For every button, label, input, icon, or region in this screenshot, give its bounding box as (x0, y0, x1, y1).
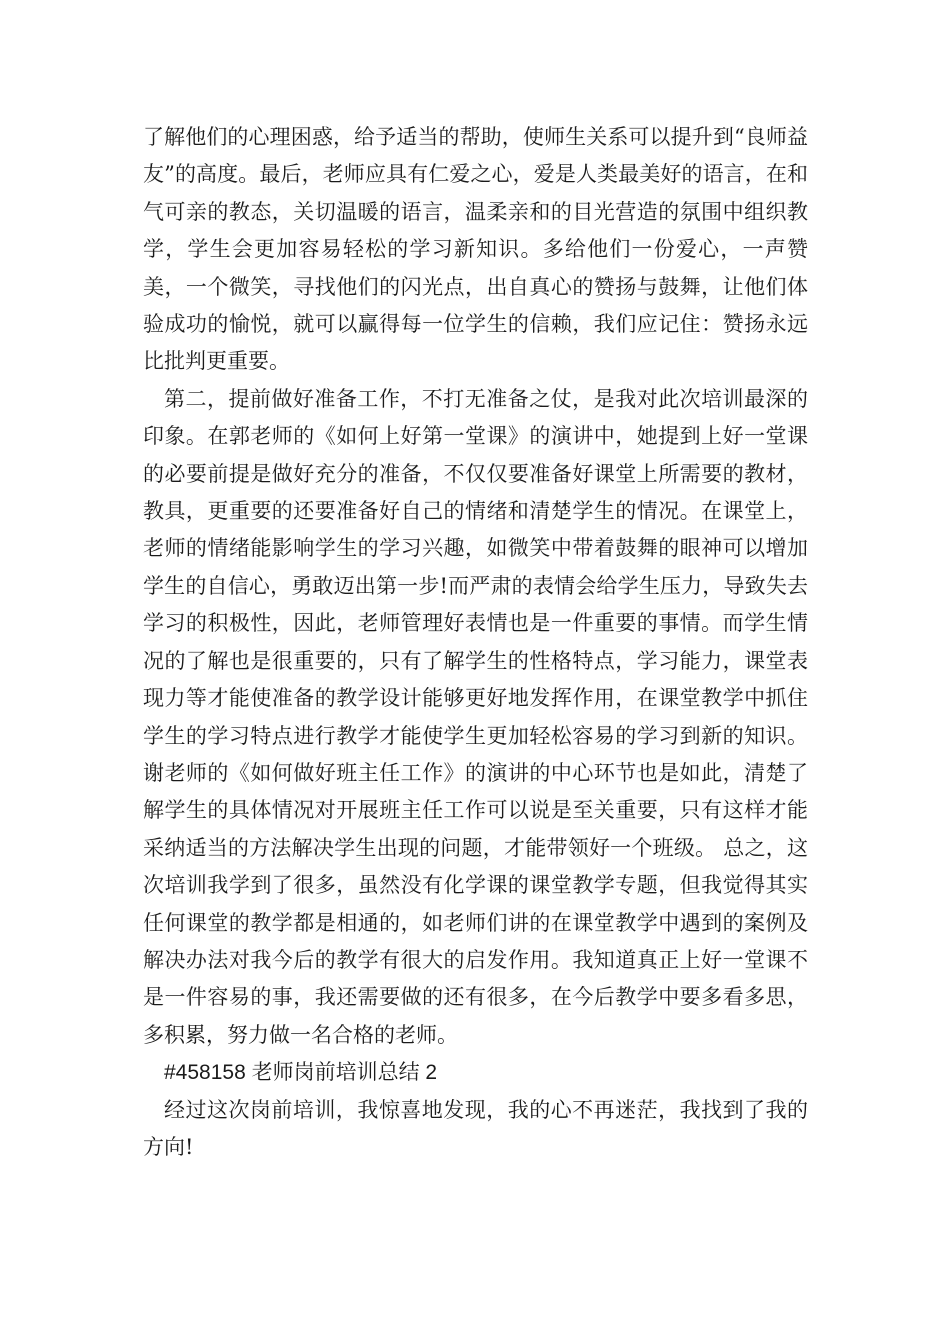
paragraph-2: 第二，提前做好准备工作，不打无准备之仗，是我对此次培训最深的印象。在郭老师的《如何上好第一堂课》的演讲中，她提到上好一堂课的必要前提是做好充分的准备，不仅仅要准备好课堂上所需要的教材，教具，更重要的还要准备好自己的情绪和清楚学生的情况。在课堂上，老师的情绪能影响学生的学习兴趣，如微笑中带着鼓舞的眼神可以增加学生的自信心，勇敢迈出第一步!而严肃的表情会给学生压力，导致失去学习的积极性，因此，老师管理好表情也是一件重要的事情。而学生情况的了解也是很重要的，只有了解学生的性格特点，学习能力，课堂表现力等才能使准备的教学设计能够更好地发挥作用，在课堂教学中抓住学生的学习特点进行教学才能使学生更加轻松容易的学习到新的知识。谢老师的《如何做好班主任工作》的演讲的中心环节也是如此，清楚了解学生的具体情况对开展班主任工作可以说是至关重要，只有这样才能采纳适当的方法解决学生出现的问题，才能带领好一个班级。 总之，这次培训我学到了很多，虽然没有化学课的课堂教学专题，但我觉得其实任何课堂的教学都是相通的，如老师们讲的在课堂教学中遇到的案例及解决办法对我今后的教学有很大的启发作用。我知道真正上好一堂课不是一件容易的事，我还需要做的还有很多，在今后教学中要多看多思，多积累，努力做一名合格的老师。 (143, 386, 808, 1047)
document-body (143, 119, 808, 1166)
paragraph-1: 了解他们的心理困惑，给予适当的帮助，使师生关系可以提升到“良师益友”的高度。最后，老师应具有仁爱之心，爱是人类最美好的语言，在和气可亲的教态，关切温暖的语言，温柔亲和的目光营造的氛围中组织教学，学生会更加容易轻松的学习新知识。多给他们一份爱心，一声赞美，一个微笑，寻找他们的闪光点，出自真心的赞扬与鼓舞，让他们体验成功的愉悦，就可以赢得每一位学生的信赖，我们应记住：赞扬永远比批判更重要。 (143, 125, 808, 374)
section-heading: #458158 老师岗前培训总结 2 (164, 1061, 438, 1085)
paragraph-3: 经过这次岗前培训，我惊喜地发现，我的心不再迷茫，我找到了我的方向! (143, 1097, 808, 1159)
